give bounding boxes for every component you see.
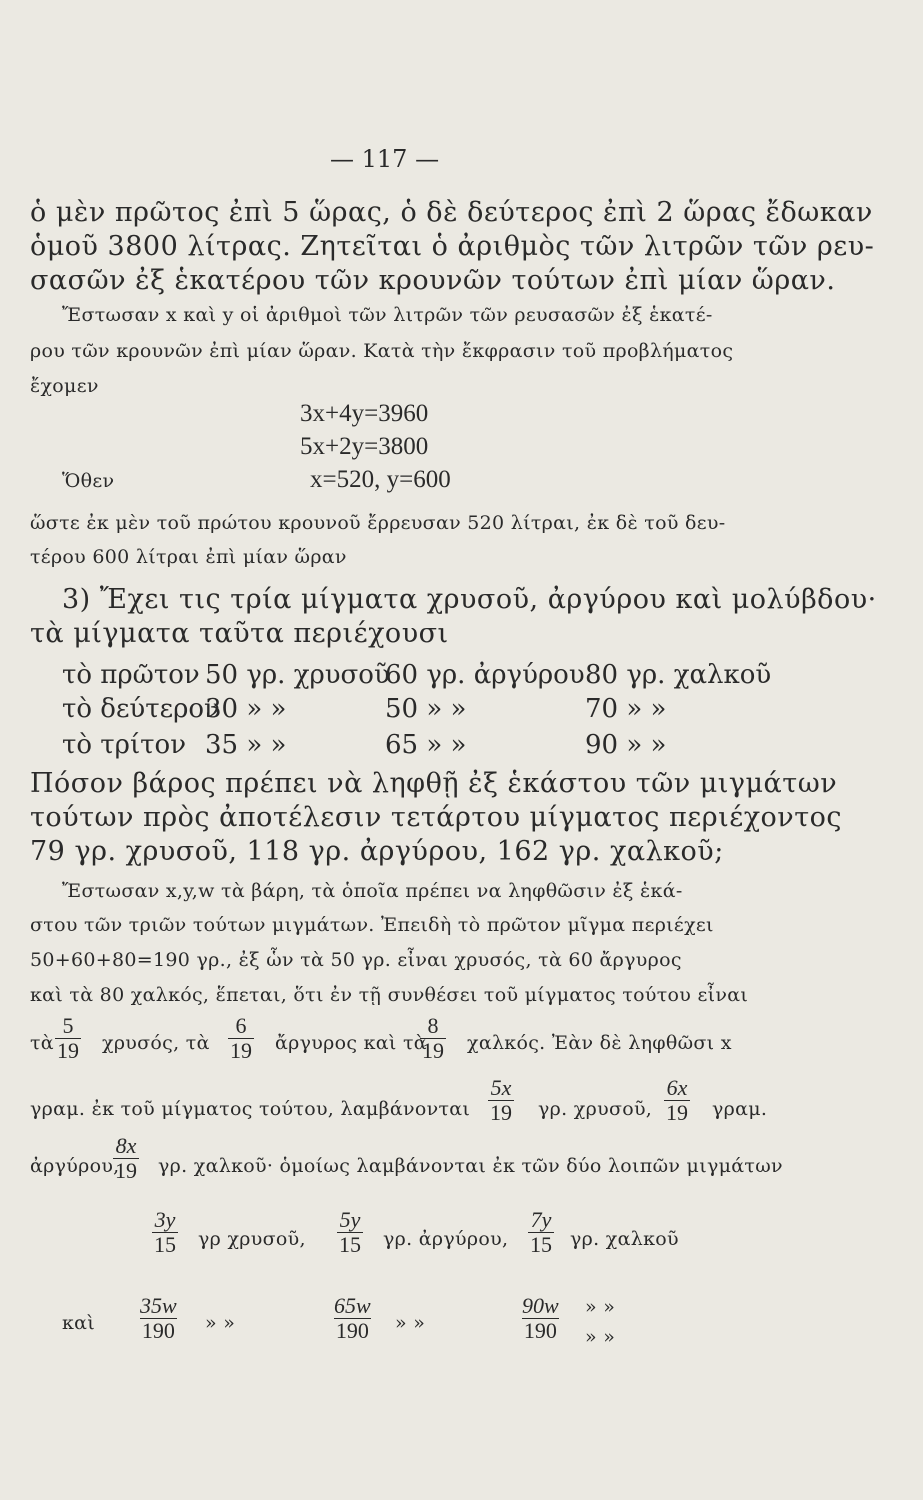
text-line: ὁ μὲν πρῶτος ἐπὶ 5 ὥρας, ὁ δὲ δεύτερος ἐπὶ 2 ὥρας ἔδωκαν bbox=[30, 197, 873, 228]
question-line: τούτων πρὸς ἀποτέλεσιν τετάρτου μίγματος περιέχοντος bbox=[30, 802, 843, 833]
equation-1: 3x+4y=3960 bbox=[300, 400, 429, 427]
fraction-numerator: 65w bbox=[334, 1293, 371, 1318]
fraction-denominator: 19 bbox=[490, 1100, 512, 1126]
answer-text: ἀργύρου, bbox=[30, 1155, 120, 1177]
table-cell: 30 » » bbox=[205, 694, 287, 724]
fraction-numerator: 3y bbox=[154, 1207, 176, 1232]
problem-line: 3) Ἔχει τις τρία μίγματα χρυσοῦ, ἀργύρου καὶ μολύβδου· bbox=[62, 584, 877, 615]
answer-text: γραμ. bbox=[712, 1098, 768, 1120]
table-cell: 90 » » bbox=[585, 730, 667, 760]
fraction bbox=[528, 1208, 554, 1257]
table-cell: τὸ πρῶτον bbox=[62, 660, 200, 690]
text-line: Ἔστωσαν x καὶ y οἱ ἀριθμοὶ τῶν λιτρῶν τῶν ρευσασῶν ἐξ ἑκατέ- bbox=[62, 304, 713, 326]
fraction-numerator: 7y bbox=[530, 1207, 552, 1232]
fraction bbox=[113, 1134, 139, 1183]
ditto-marks: » » bbox=[585, 1296, 616, 1318]
fraction-denominator: 15 bbox=[530, 1232, 552, 1258]
fraction bbox=[228, 1014, 254, 1063]
answer-line: στου τῶν τριῶν τούτων μιγμάτων. Ἐπειδὴ τὸ πρῶτον μῖγμα περιέχει bbox=[30, 914, 714, 936]
othen-label: Ὅθεν bbox=[62, 470, 115, 492]
fraction-denominator: 19 bbox=[115, 1158, 137, 1184]
fraction bbox=[332, 1294, 373, 1343]
table-cell: 50 » » bbox=[385, 694, 467, 724]
fraction bbox=[138, 1294, 179, 1343]
fraction-denominator: 19 bbox=[230, 1038, 252, 1064]
fraction-denominator: 190 bbox=[141, 1318, 175, 1344]
fraction-numerator: 8 bbox=[427, 1013, 439, 1038]
table-cell: 80 γρ. χαλκοῦ bbox=[585, 660, 772, 690]
fraction-numerator: 6 bbox=[235, 1013, 247, 1038]
answer-text: ἄργυρος καὶ τὰ bbox=[275, 1032, 427, 1054]
table-cell: 70 » » bbox=[585, 694, 667, 724]
answer-text: γρ χρυσοῦ, bbox=[198, 1228, 306, 1250]
fraction-denominator: 190 bbox=[335, 1318, 369, 1344]
fraction-denominator: 19 bbox=[666, 1100, 688, 1126]
fraction-denominator: 15 bbox=[154, 1232, 176, 1258]
text-line: ὁμοῦ 3800 λίτρας. Ζητεῖται ὁ ἀριθμὸς τῶν λιτρῶν τῶν ρευ- bbox=[30, 231, 875, 262]
answer-text: καὶ bbox=[62, 1312, 96, 1334]
fraction-numerator: 5 bbox=[62, 1013, 74, 1038]
ditto-marks: » » bbox=[395, 1312, 426, 1334]
text-line: τέρου 600 λίτραι ἐπὶ μίαν ὥραν bbox=[30, 546, 347, 568]
answer-text: γρ. χαλκοῦ bbox=[570, 1228, 679, 1250]
fraction bbox=[420, 1014, 446, 1063]
table-cell: 50 γρ. χρυσοῦ bbox=[205, 660, 390, 690]
ditto-marks: » » bbox=[205, 1312, 236, 1334]
answer-line: 50+60+80=190 γρ., ἐξ ὧν τὰ 50 γρ. εἶναι χρυσός, τὰ 60 ἄργυρος bbox=[30, 949, 682, 971]
fraction-numerator: 35w bbox=[140, 1293, 177, 1318]
equation-3: x=520, y=600 bbox=[310, 466, 451, 493]
fraction bbox=[55, 1014, 81, 1063]
fraction-numerator: 8x bbox=[115, 1133, 137, 1158]
fraction-numerator: 5y bbox=[339, 1207, 361, 1232]
fraction-numerator: 90w bbox=[522, 1293, 559, 1318]
answer-text: χρυσός, τὰ bbox=[102, 1032, 210, 1054]
fraction-numerator: 5x bbox=[490, 1075, 512, 1100]
answer-text: γρ. ἀργύρου, bbox=[383, 1228, 509, 1250]
text-line: ὥστε ἐκ μὲν τοῦ πρώτου κρουνοῦ ἔρρευσαν 520 λίτραι, ἐκ δὲ τοῦ δευ- bbox=[30, 512, 726, 534]
fraction bbox=[152, 1208, 178, 1257]
fraction bbox=[488, 1076, 514, 1125]
answer-text: γρ. χρυσοῦ, bbox=[538, 1098, 653, 1120]
problem-line: τὰ μίγματα ταῦτα περιέχουσι bbox=[30, 618, 449, 649]
fraction-denominator: 15 bbox=[339, 1232, 361, 1258]
fraction-denominator: 19 bbox=[57, 1038, 79, 1064]
fraction bbox=[664, 1076, 690, 1125]
table-cell: τὸ τρίτον bbox=[62, 730, 187, 760]
table-cell: τὸ δεύτερον bbox=[62, 694, 220, 724]
answer-text: γραμ. ἐκ τοῦ μίγματος τούτου, λαμβάνονται bbox=[30, 1098, 471, 1120]
fraction-numerator: 6x bbox=[666, 1075, 688, 1100]
ditto-marks: » » bbox=[585, 1326, 616, 1348]
table-cell: 60 γρ. ἀργύρου bbox=[385, 660, 585, 690]
answer-line: Ἔστωσαν x,y,w τὰ βάρη, τὰ ὁποῖα πρέπει να ληφθῶσιν ἐξ ἑκά- bbox=[62, 880, 683, 902]
text-line: ἔχομεν bbox=[30, 375, 99, 397]
fraction bbox=[337, 1208, 363, 1257]
answer-text: χαλκός. Ἐὰν δὲ ληφθῶσι x bbox=[467, 1032, 732, 1054]
text-line: σασῶν ἐξ ἑκατέρου τῶν κρουνῶν τούτων ἐπὶ μίαν ὥραν. bbox=[30, 265, 836, 296]
table-cell: 35 » » bbox=[205, 730, 287, 760]
equation-2: 5x+2y=3800 bbox=[300, 433, 429, 460]
page-number: — 117 — bbox=[330, 145, 440, 173]
answer-line: καὶ τὰ 80 χαλκός, ἕπεται, ὅτι ἐν τῇ συνθέσει τοῦ μίγματος τούτου εἶναι bbox=[30, 984, 749, 1006]
question-line: 79 γρ. χρυσοῦ, 118 γρ. ἀργύρου, 162 γρ. χαλκοῦ; bbox=[30, 836, 724, 867]
fraction bbox=[520, 1294, 561, 1343]
fraction-denominator: 19 bbox=[422, 1038, 444, 1064]
answer-text: τὰ bbox=[30, 1032, 54, 1054]
text-line: ρου τῶν κρουνῶν ἐπὶ μίαν ὥραν. Κατὰ τὴν ἔκφρασιν τοῦ προβλήματος bbox=[30, 340, 734, 362]
fraction-denominator: 190 bbox=[523, 1318, 557, 1344]
table-cell: 65 » » bbox=[385, 730, 467, 760]
answer-text: γρ. χαλκοῦ· ὁμοίως λαμβάνονται ἐκ τῶν δύο λοιπῶν μιγμάτων bbox=[158, 1155, 783, 1177]
question-line: Πόσον βάρος πρέπει νὰ ληφθῇ ἐξ ἑκάστου τῶν μιγμάτων bbox=[30, 768, 838, 799]
